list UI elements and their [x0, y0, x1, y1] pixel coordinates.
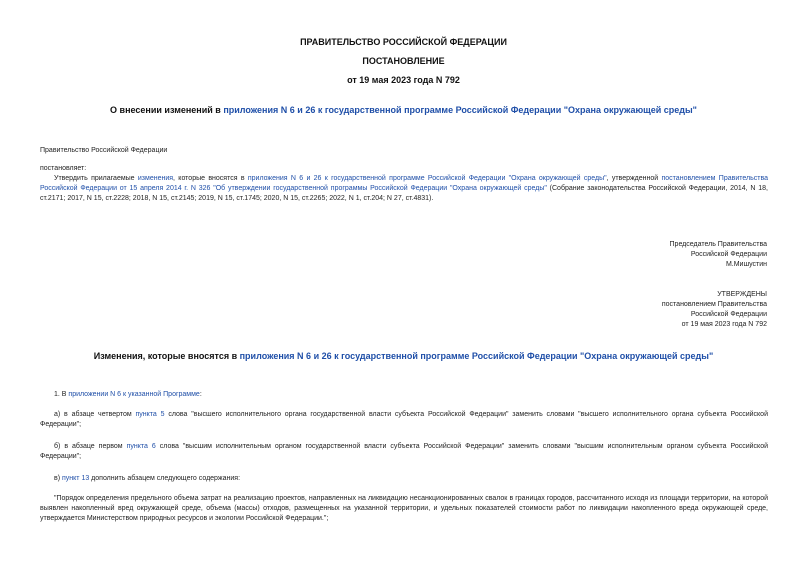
appendix-6-link[interactable]: приложении N 6 к указанной Программе — [68, 391, 200, 398]
decree-paragraph-text: (Собрание законодательства Российской Федерации, 2014, N 18, ст.2171; 2017, N 15, ст.2228; 2018, N 15, ст.2145; 2019, N 15, ст.1745; 2020, N 15, ст.2265; 2022, N 1, ст.204; N 27, ст.4831). — [40, 185, 769, 202]
approved-date: от 19 мая 2023 года N 792 — [681, 321, 767, 328]
decree-paragraph-text: Утвердить прилагаемые — [54, 175, 138, 182]
item-v — [54, 474, 240, 484]
item-v-text: дополнить абзацем следующего содержания: — [89, 475, 241, 482]
point-6-link[interactable]: пункта 6 — [126, 443, 156, 450]
quoted-paragraph: "Порядок определения предельного объема затрат на реализацию проектов, направленных на ликвидацию несанкционированных свалок в границах городов, рассчитанного исходя из площади территории, на которой выявлен накопленный вред окружающей среде, объема (массы) отходов, размещенных на указанной территории, и удельных показателей стоимости работ по ликвидации накопленного вреда окружающей среде, утверждается Министерством природных ресурсов и экологии Российской Федерации."; — [40, 495, 768, 522]
government-line: Правительство Российской Федерации — [40, 147, 168, 154]
item-b — [40, 442, 768, 462]
signature-title: Председатель Правительства — [669, 241, 767, 248]
signature-block — [670, 240, 767, 270]
decree-paragraph-text: , которые вносятся в — [173, 175, 248, 182]
approved-country: Российской Федерации — [690, 311, 767, 318]
item-v-prefix: в) — [54, 475, 62, 482]
item-b-prefix: б) в абзаце первом — [54, 443, 127, 450]
item-1-suffix: : — [199, 391, 202, 398]
approved-label: УТВЕРЖДЕНЫ — [717, 291, 767, 298]
signature-country: Российской Федерации — [690, 251, 767, 258]
changes-title-prefix: Изменения, которые вносятся в — [93, 351, 240, 361]
decree-paragraph-text: , утвержденной — [606, 175, 662, 182]
appendices-link[interactable]: приложения N 6 и 26 к государственной программе Российской Федерации "Охрана окружающей среды" — [247, 175, 607, 182]
changes-link[interactable]: изменения — [137, 175, 174, 182]
changes-title-link[interactable]: приложения N 6 и 26 к государственной программе Российской Федерации "Охрана окружающей среды" — [239, 351, 714, 361]
item-a-text: слова "высшего исполнительного органа государственной власти субъекта Российской Федерации" заменить словами "высшего исполнительного органа субъекта Российской Федерации"; — [40, 411, 768, 428]
item-b-text: слова "высшим исполнительным органом государственной власти субъекта Российской Федерации" заменить словами "высшим исполнительным органом субъекта Российской Федерации"; — [40, 443, 768, 460]
item-a — [40, 410, 768, 430]
government-heading: ПРАВИТЕЛЬСТВО РОССИЙСКОЙ ФЕДЕРАЦИИ — [300, 37, 507, 47]
document-date: от 19 мая 2023 года N 792 — [347, 75, 460, 85]
point-13-link[interactable]: пункт 13 — [62, 475, 90, 482]
signature-name: М.Мишустин — [725, 261, 767, 268]
title-link-appendices[interactable]: приложения N 6 и 26 к государственной программе Российской Федерации "Охрана окружающей среды" — [223, 105, 697, 115]
document-title-prefix: О внесении изменений в — [110, 105, 224, 115]
decree-paragraph — [40, 174, 768, 204]
approved-by: постановлением Правительства — [661, 301, 767, 308]
document-type: ПОСТАНОВЛЕНИЕ — [362, 56, 445, 66]
changes-title — [0, 351, 807, 361]
resolution-link[interactable]: постановлением Правительства Российской Федерации от 15 апреля 2014 г. N 326 "Об утверждении государственной программы Российской Федерации "Охрана окружающей среды" — [40, 175, 768, 192]
item-a-prefix: а) в абзаце четвертом — [54, 411, 136, 418]
point-5-link[interactable]: пункта 5 — [135, 411, 165, 418]
item-1 — [54, 390, 202, 400]
document-title — [0, 105, 807, 115]
approved-block — [662, 290, 767, 330]
decree-word: постановляет: — [40, 165, 87, 172]
item-1-prefix: 1. В — [54, 391, 69, 398]
